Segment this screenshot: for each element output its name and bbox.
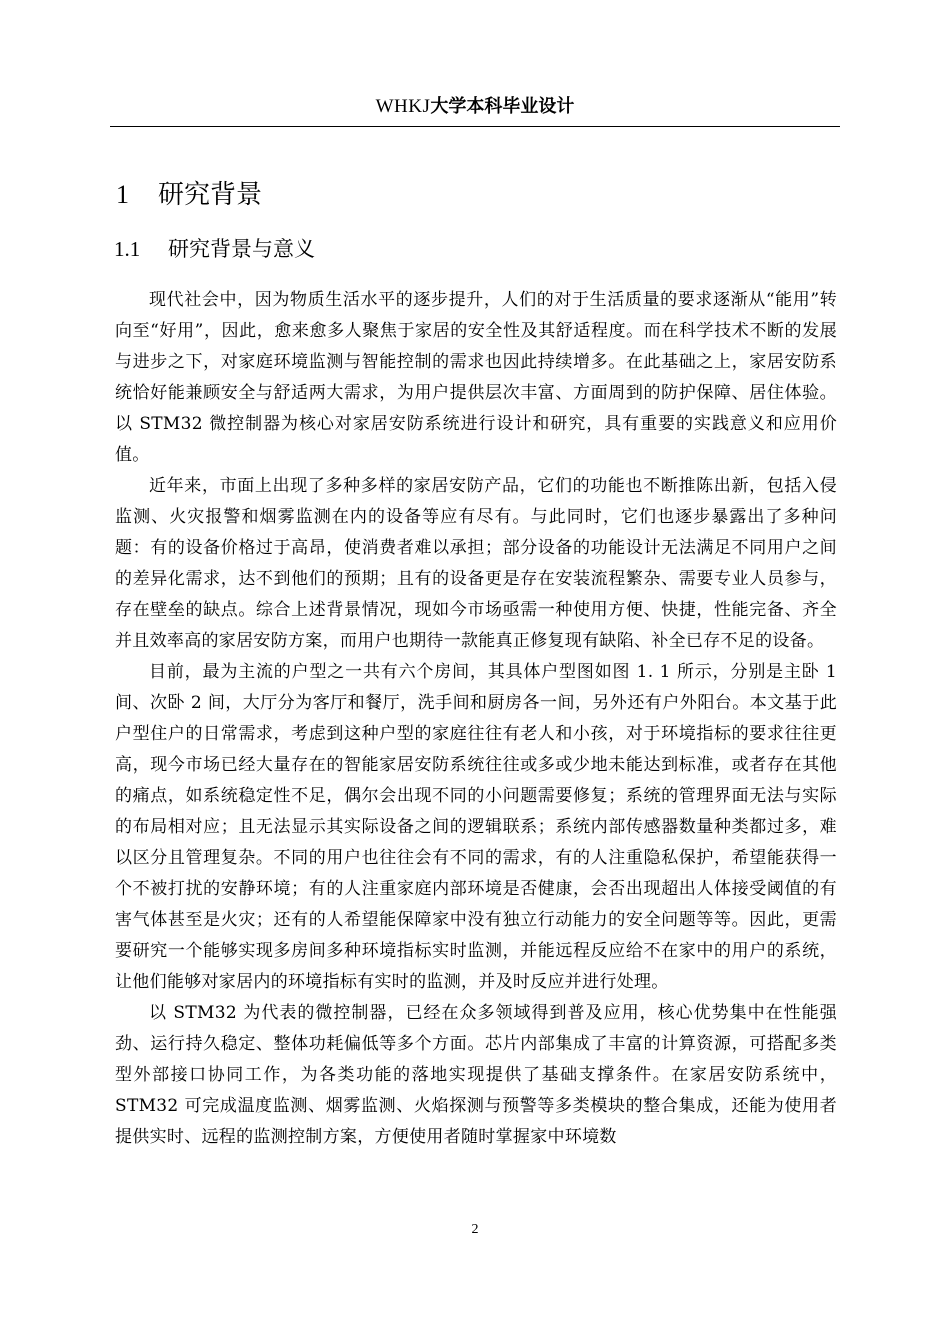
paragraph: 目前，最为主流的户型之一共有六个房间，其具体户型图如图 1. 1 所示，分别是主卧 1 间、次卧 2 间，大厅分为客厅和餐厅，洗手间和厨房各一间，另外还有户外阳台。本文基于此户型住户的日常需求，考虑到这种户型的家庭往往有老人和小孩，对于环境指标的要求往往更高，现今市场已经大量存在的智能家居安防系统往往或多或少地未能达到标准，或者存在其他的痛点，如系统稳定性不足，偶尔会出现不同的小问题需要修复；系统的管理界面无法与实际的布局相对应；且无法显示其实际设备之间的逻辑联系；系统内部传感器数量种类都过多，难以区分且管理复杂。不同的用户也往往会有不同的需求，有的人注重隐私保护，希望能获得一个不被打扰的安静环境；有的人注重家庭内部环境是否健康，会否出现超出人体接受阈值的有害气体甚至是火灾；还有的人希望能保障家中没有独立行动能力的安全问题等等。因此，更需要研究一个能够实现多房间多种环境指标实时监测，并能远程反应给不在家中的用户的系统，让他们能够对家居内的环境指标有实时的监测，并及时反应并进行处理。 [115,662,837,992]
chapter-title: 研究背景 [158,180,263,210]
header-code: WHKJ [375,96,431,117]
chapter-heading [116,177,262,213]
header-rule [110,126,840,127]
paragraph: 以 STM32 为代表的微控制器，已经在众多领域得到普及应用，核心优势集中在性能强劲、运行持久稳定、整体功耗偏低等多个方面。芯片内部集成了丰富的计算资源，可搭配多类型外部接口协同工作，为各类功能的落地实现提供了基础支撑条件。在家居安防系统中，STM32 可完成温度监测、烟雾监测、火焰探测与预警等多类模块的整合集成，还能为使用者提供实时、远程的监测控制方案，方便使用者随时掌握家中环境数 [115,1003,837,1147]
page-header [0,93,950,120]
section-number: 1.1 [114,237,141,261]
paragraph: 近年来，市面上出现了多种多样的家居安防产品，它们的功能也不断推陈出新，包括入侵监测、火灾报警和烟雾监测在内的设备等应有尽有。与此同时，它们也逐步暴露出了多种问题：有的设备价格过于高昂，使消费者难以承担；部分设备的功能设计无法满足不同用户之间的差异化需求，达不到他们的预期；且有的设备更是存在安装流程繁杂、需要专业人员参与，存在壁垒的缺点。综合上述背景情况，现如今市场亟需一种使用方便、快捷，性能完备、齐全并且效率高的家居安防方案，而用户也期待一款能真正修复现有缺陷、补全已存不足的设备。 [115,476,837,651]
chapter-number: 1 [116,180,129,209]
header-title: 大学本科毕业设计 [430,96,575,117]
section-title: 研究背景与意义 [168,237,315,261]
body-text [115,285,837,1153]
page-number: 2 [471,1222,479,1237]
section-heading [114,234,315,264]
paragraph: 现代社会中，因为物质生活水平的逐步提升，人们的对于生活质量的要求逐渐从“能用”转向至“好用”，因此，愈来愈多人聚焦于家居的安全性及其舒适程度。而在科学技术不断的发展与进步之下，对家庭环境监测与智能控制的需求也因此持续增多。在此基础之上，家居安防系统恰好能兼顾安全与舒适两大需求，为用户提供层次丰富、方面周到的防护保障、居住体验。以 STM32 微控制器为核心对家居安防系统进行设计和研究，具有重要的实践意义和应用价值。 [115,290,837,465]
